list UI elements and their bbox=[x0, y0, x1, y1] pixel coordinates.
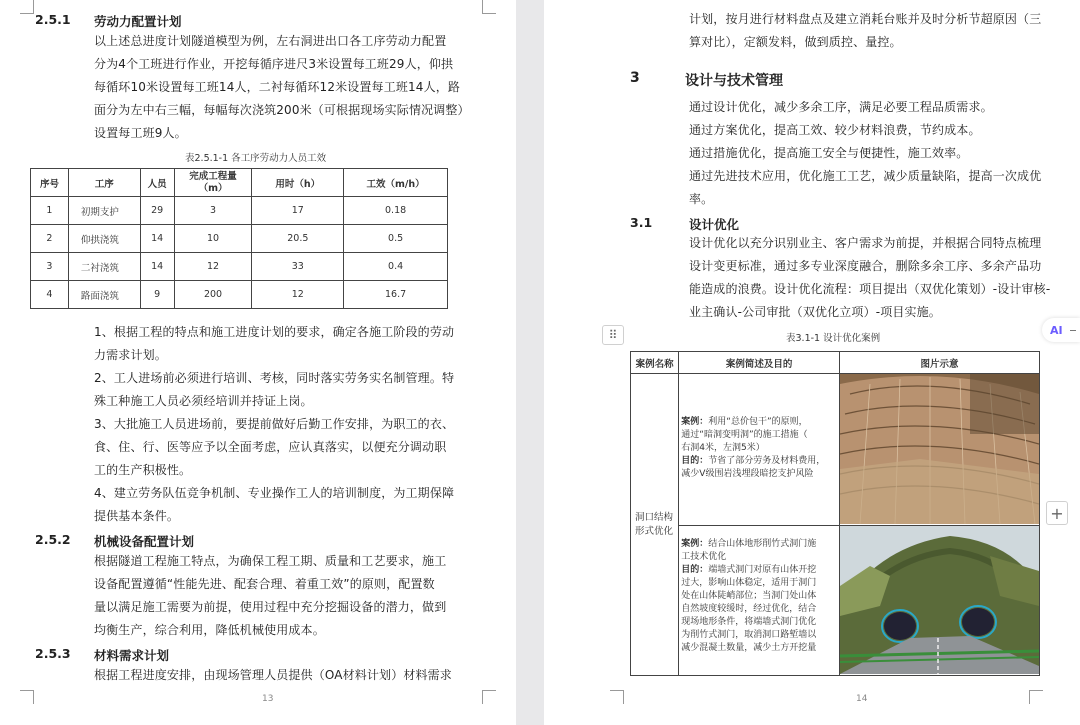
cell: 200 bbox=[174, 281, 252, 309]
text-line: 食、住、行、医等应予以全面考虑，应认真落实，以便充分调动职 bbox=[94, 440, 447, 454]
col-header: 用时（h） bbox=[252, 169, 344, 197]
text-line: 右洞4米，左洞5米） bbox=[681, 443, 765, 453]
page-corner-mark bbox=[610, 690, 624, 704]
table-row bbox=[31, 197, 448, 225]
case-image-cell bbox=[839, 374, 1039, 526]
text-line: 以上述总进度计划隧道模型为例，左右洞进出口各工序劳动力配置 bbox=[94, 34, 447, 48]
design-optimization-paragraph bbox=[689, 232, 1050, 324]
text-line: 通过措施优化，提高施工安全与便捷性，施工效率。 bbox=[689, 146, 969, 160]
text-line: 能造成的浪费。设计优化流程：项目提出（双优化策划）-设计审核- bbox=[689, 282, 1051, 296]
block-drag-handle[interactable] bbox=[602, 325, 624, 345]
col-header: 图片示意 bbox=[839, 352, 1039, 374]
text-line: 殊工种施工人员必须经培训并持证上岗。 bbox=[94, 394, 313, 408]
section-number: 2.5.1 bbox=[35, 12, 71, 27]
section-title: 材料需求计划 bbox=[94, 648, 170, 663]
labor-paragraph bbox=[94, 30, 470, 145]
table-header-row bbox=[31, 169, 448, 197]
section-title: 劳动力配置计划 bbox=[94, 14, 182, 29]
text-line: 4、建立劳务队伍竞争机制、专业操作工人的培训制度，为工期保障 bbox=[94, 486, 455, 500]
table-row bbox=[31, 281, 448, 309]
page-number: 14 bbox=[856, 694, 868, 704]
page-corner-mark bbox=[482, 0, 496, 14]
text-line: 结合山体地形削竹式洞门施 bbox=[708, 539, 817, 549]
text-line: 力需求计划。 bbox=[94, 348, 167, 362]
table-row bbox=[631, 374, 1040, 526]
case-description-cell bbox=[679, 374, 840, 526]
text-line: 分为4个工班进行作业，开挖每循序进尺3米设置每工班29人，仰拱 bbox=[94, 57, 454, 71]
cell: 0.4 bbox=[344, 253, 448, 281]
tech-goals-list bbox=[689, 96, 1041, 211]
page-corner-mark bbox=[1029, 690, 1043, 704]
case-description bbox=[681, 416, 837, 481]
text-line: 均衡生产，综合利用，降低机械使用成本。 bbox=[94, 623, 325, 637]
text-line: 减少V级围岩浅埋段暗挖支护风险 bbox=[681, 469, 814, 479]
cell: 10 bbox=[174, 225, 252, 253]
text-line: 算对比），定额发料，做到质控、量控。 bbox=[689, 35, 902, 49]
cell: 4 bbox=[31, 281, 69, 309]
text-line: 计划，按月进行材料盘点及建立消耗台账并及时分析节超原因（三 bbox=[689, 12, 1042, 26]
text-line: 通过设计优化，减少多余工序，满足必要工程品质需求。 bbox=[689, 100, 993, 114]
text-line: 提供基本条件。 bbox=[94, 509, 180, 523]
drag-handle-icon: ⠿ bbox=[608, 328, 618, 342]
text-line: 通过方案优化，提高工效、较少材料浪费，节约成本。 bbox=[689, 123, 981, 137]
col-header: 工序 bbox=[68, 169, 140, 197]
case-description bbox=[681, 538, 837, 655]
text-line: 为削竹式洞门，取消洞口路堑墙以 bbox=[681, 630, 817, 640]
cell: 17 bbox=[252, 197, 344, 225]
case-label: 案例： bbox=[681, 539, 709, 549]
text-line: 过大，影响山体稳定，适用于洞门 bbox=[681, 578, 817, 588]
text-line: 面分为左中右三幅，每幅每次浇筑200米（可根据现场实际情况调整） bbox=[94, 103, 470, 117]
cell: 3 bbox=[31, 253, 69, 281]
table-row bbox=[31, 253, 448, 281]
cell: 16.7 bbox=[344, 281, 448, 309]
cell: 33 bbox=[252, 253, 344, 281]
cell: 14 bbox=[140, 225, 174, 253]
text-line: 设备配置遵循“性能先进、配套合理、着重工效”的原则，配置数 bbox=[94, 577, 435, 591]
cell: 初期支护 bbox=[68, 197, 140, 225]
table-caption: 表2.5.1-1 各工序劳动力人员工效 bbox=[185, 153, 327, 164]
text-line: 通过“暗洞变明洞”的施工措施（ bbox=[681, 430, 808, 440]
design-cases-table bbox=[630, 351, 1040, 676]
text-line: 现场地形条件，将端墙式洞门优化 bbox=[681, 617, 817, 627]
labor-efficiency-table bbox=[30, 168, 448, 309]
case-description-cell bbox=[679, 526, 840, 676]
page-corner-mark bbox=[482, 690, 496, 704]
tunnel-construction-photo bbox=[840, 374, 1039, 524]
plus-icon: + bbox=[1050, 503, 1064, 523]
cell: 9 bbox=[140, 281, 174, 309]
case-name-cell: 洞口结构形式优化 bbox=[631, 374, 679, 676]
cell: 3 bbox=[174, 197, 252, 225]
section-title: 机械设备配置计划 bbox=[94, 534, 195, 549]
cell: 0.5 bbox=[344, 225, 448, 253]
equipment-paragraph bbox=[94, 550, 446, 642]
cell: 路面浇筑 bbox=[68, 281, 140, 309]
material-paragraph bbox=[94, 664, 452, 687]
labor-measures-list bbox=[94, 321, 454, 528]
material-paragraph-cont bbox=[689, 8, 1041, 54]
cell: 二衬浇筑 bbox=[68, 253, 140, 281]
cell: 0.18 bbox=[344, 197, 448, 225]
table-header-row bbox=[631, 352, 1040, 374]
text-line: 利用“总价包干”的原则， bbox=[708, 417, 808, 427]
minus-icon bbox=[1070, 330, 1076, 331]
section-number: 2.5.2 bbox=[35, 532, 71, 547]
col-header: 工效（m/h） bbox=[344, 169, 448, 197]
text-line: 设置每工班9人。 bbox=[94, 126, 187, 140]
table-caption: 表3.1-1 设计优化案例 bbox=[786, 333, 881, 344]
text-line: 设计优化以充分识别业主、客户需求为前提，并根据合同特点梳理 bbox=[689, 236, 1042, 250]
text-line: 通过先进技术应用，优化施工工艺，减少质量缺陷，提高一次成优 bbox=[689, 169, 1042, 183]
col-header: 完成工程量 （m） bbox=[174, 169, 252, 197]
case-label: 目的： bbox=[681, 565, 709, 575]
cell: 12 bbox=[252, 281, 344, 309]
text-line: 自然坡度较缓时，经过优化，结合 bbox=[681, 604, 817, 614]
text-line: 根据隧道工程施工特点，为确保工程工期、质量和工艺要求，施工 bbox=[94, 554, 447, 568]
cell: 29 bbox=[140, 197, 174, 225]
text-line: 3、大批施工人员进场前，要提前做好后勤工作安排，为职工的衣、 bbox=[94, 417, 455, 431]
text-line: 率。 bbox=[689, 192, 714, 206]
text-line: 工技术优化 bbox=[681, 552, 727, 562]
col-header: 案例简述及目的 bbox=[679, 352, 840, 374]
text-line: 每循环10米设置每工班14人，二衬每循环12米设置每工班14人，路 bbox=[94, 80, 461, 94]
document-page-14 bbox=[544, 0, 1080, 725]
cell: 1 bbox=[31, 197, 69, 225]
page-number: 13 bbox=[262, 694, 274, 704]
text-line: 1、根据工程的特点和施工进度计划的要求，确定各施工阶段的劳动 bbox=[94, 325, 455, 339]
col-header: 人员 bbox=[140, 169, 174, 197]
cell: 12 bbox=[174, 253, 252, 281]
col-header: 序号 bbox=[31, 169, 69, 197]
text-line: 2、工人进场前必须进行培训、考核，同时落实劳务实名制管理。特 bbox=[94, 371, 455, 385]
section-title: 设计优化 bbox=[689, 217, 740, 232]
cell: 14 bbox=[140, 253, 174, 281]
col-header: 案例名称 bbox=[631, 352, 679, 374]
section-number: 3 bbox=[630, 70, 640, 86]
text-line: 设计变更标准，通过多专业深度融合，删除多余工序、多余产品功 bbox=[689, 259, 1042, 273]
case-image-cell bbox=[839, 526, 1039, 676]
text-line: 工的生产积极性。 bbox=[94, 463, 192, 477]
cell: 仰拱浇筑 bbox=[68, 225, 140, 253]
ai-assistant-button[interactable] bbox=[1042, 318, 1080, 342]
text-line: 量以满足施工需要为前提，使用过程中充分挖掘设备的潜力，做到 bbox=[94, 600, 447, 614]
table-row bbox=[631, 526, 1040, 676]
tunnel-portal-photo bbox=[840, 526, 1039, 674]
document-page-13 bbox=[0, 0, 516, 725]
case-label: 案例： bbox=[681, 417, 709, 427]
cell: 20.5 bbox=[252, 225, 344, 253]
text-line: 业主确认-公司审批（双优化立项）-项目实施。 bbox=[689, 305, 941, 319]
add-block-button[interactable] bbox=[1046, 501, 1068, 525]
cell: 2 bbox=[31, 225, 69, 253]
text-line: 端墙式洞门对原有山体开挖 bbox=[708, 565, 817, 575]
text-line: 节省了部分劳务及材料费用， bbox=[708, 456, 826, 466]
section-title: 设计与技术管理 bbox=[685, 73, 783, 89]
case-label: 目的： bbox=[681, 456, 709, 466]
text-line: 根据工程进度安排，由现场管理人员提供（OA材料计划）材料需求 bbox=[94, 668, 452, 682]
ai-icon: AI bbox=[1050, 323, 1063, 337]
text-line: 减少混凝土数量，减少土方开挖量 bbox=[681, 643, 817, 653]
section-number: 2.5.3 bbox=[35, 646, 71, 661]
section-number: 3.1 bbox=[630, 215, 653, 230]
page-corner-mark bbox=[20, 690, 34, 704]
text-line: 处在山体陡峭部位；当洞门处山体 bbox=[681, 591, 817, 601]
table-row bbox=[31, 225, 448, 253]
page-corner-mark bbox=[20, 0, 34, 14]
